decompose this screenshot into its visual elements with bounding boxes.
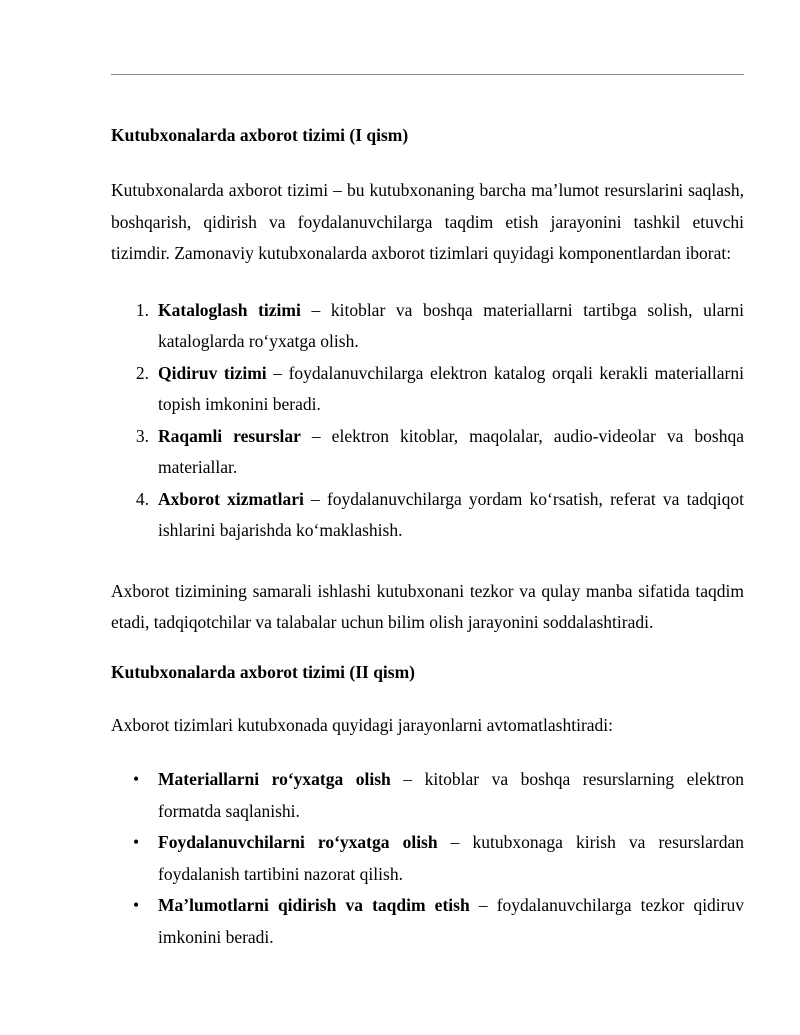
list-item-term: Ma’lumotlarni qidirish va taqdim etish xyxy=(158,895,470,915)
list-number: 1. xyxy=(135,299,149,320)
bullet-marker: • xyxy=(133,769,140,789)
list-item xyxy=(111,890,744,953)
bullet-marker: • xyxy=(133,832,140,852)
list-item-term: Materiallarni ro‘yxatga olish xyxy=(158,769,391,789)
document-body xyxy=(111,120,744,953)
section-2-intro: Axborot tizimlari kutubxonada quyidagi jarayonlarni avtomatlashtiradi: xyxy=(111,714,614,735)
section-1-heading: Kutubxonalarda axborot tizimi (I qism) xyxy=(111,125,409,145)
list-item-text: – foydalanuvchilarga elektron katalog orqali kerakli materiallarni topish imkonini beradi. xyxy=(158,362,744,414)
list-item-text: – kitoblar va boshqa resurslarning elektron formatda saqlanishi. xyxy=(158,769,744,821)
list-item-text: – foydalanuvchilarga tezkor qidiruv imkonini beradi. xyxy=(158,895,744,947)
list-item xyxy=(111,295,744,358)
list-item-term: Foydalanuvchilarni ro‘yxatga olish xyxy=(158,832,438,852)
list-number: 4. xyxy=(135,488,149,509)
list-item xyxy=(111,484,744,547)
bullet-marker: • xyxy=(133,895,140,915)
section-1-closing: Axborot tizimining samarali ishlashi kutubxonani tezkor va qulay manba sifatida taqdim etadi, tadqiqotchilar va talabalar uchun bilim olish jarayonini soddalashtiradi. xyxy=(111,580,744,632)
list-item-term: Raqamli resurslar xyxy=(158,425,301,446)
header-rule xyxy=(111,74,744,75)
list-item xyxy=(111,764,744,827)
list-item xyxy=(111,421,744,484)
list-item-text: – kutubxonaga kirish va resurslardan foydalanish tartibini nazorat qilish. xyxy=(158,832,744,884)
list-item-text: – foydalanuvchilarga yordam ko‘rsatish, referat va tadqiqot ishlarini bajarishda ko‘maklashish. xyxy=(158,488,744,540)
process-list xyxy=(111,764,744,953)
list-item xyxy=(111,358,744,421)
list-number: 2. xyxy=(135,362,149,383)
list-item-term: Kataloglash tizimi xyxy=(158,299,301,320)
list-item-term: Axborot xizmatlari xyxy=(158,488,304,509)
section-1-intro: Kutubxonalarda axborot tizimi – bu kutubxonaning barcha ma’lumot resurslarini saqlash, boshqarish, qidirish va foydalanuvchilarga taqdim etish jarayonini tashkil etuvchi tizimdir. Zamonaviy kutubxonalarda axborot tizimlari quyidagi komponentlardan iborat: xyxy=(111,180,744,263)
list-item-text: – elektron kitoblar, maqolalar, audio-videolar va boshqa materiallar. xyxy=(158,425,744,477)
components-list xyxy=(111,295,744,547)
list-item-term: Qidiruv tizimi xyxy=(158,362,267,383)
section-2-heading: Kutubxonalarda axborot tizimi (II qism) xyxy=(111,661,416,682)
list-item xyxy=(111,827,744,890)
list-number: 3. xyxy=(135,425,149,446)
list-item-text: – kitoblar va boshqa materiallarni tartibga solish, ularni kataloglarda ro‘yxatga olish. xyxy=(158,299,744,351)
